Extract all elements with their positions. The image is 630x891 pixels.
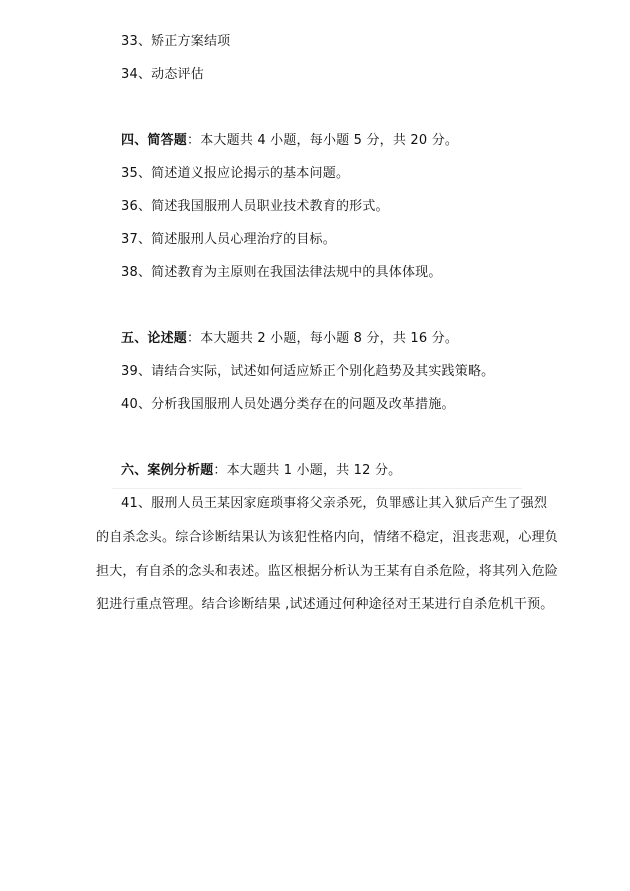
question-35 [121, 165, 349, 183]
question-40 [121, 396, 455, 414]
question-text: 简述服刑人员心理治疗的目标。 [151, 232, 336, 247]
section-description: ：本大题共 4 小题，每小题 5 分，共 20 分。 [187, 133, 459, 148]
question-text: 矫正方案结项 [151, 34, 231, 49]
section-title: 六、案例分析题 [121, 463, 214, 478]
section-heading-essay [121, 330, 458, 348]
section-title: 五、论述题 [121, 331, 188, 346]
section-title: 四、简答题 [121, 133, 188, 148]
question-39 [121, 363, 494, 381]
case-line: 担大，有自杀的念头和表述。监区根据分析认为王某有自杀危险，将其列入危险 [96, 564, 559, 579]
question-number: 36、 [121, 199, 152, 214]
question-34 [121, 66, 204, 84]
question-text: 分析我国服刑人员处遇分类存在的问题及改革措施。 [151, 397, 455, 412]
question-number: 37、 [121, 232, 152, 247]
question-text: 动态评估 [151, 67, 204, 82]
section-description: ：本大题共 1 小题，共 12 分。 [213, 463, 402, 478]
question-number: 34、 [121, 67, 152, 82]
question-number: 40、 [121, 397, 152, 412]
question-text: 简述我国服刑人员职业技术教育的形式。 [151, 199, 389, 214]
section-heading-case-analysis [121, 462, 401, 480]
question-number: 33、 [121, 34, 152, 49]
question-number: 39、 [121, 364, 152, 379]
question-text: 简述教育为主原则在我国法律法规中的具体体现。 [151, 265, 442, 280]
question-number: 35、 [121, 166, 152, 181]
section-description: ：本大题共 2 小题，每小题 8 分，共 16 分。 [187, 331, 459, 346]
question-38 [121, 264, 442, 282]
question-text: 请结合实际，试述如何适应矫正个别化趋势及其实践策略。 [151, 364, 495, 379]
question-36 [121, 198, 389, 216]
question-number: 38、 [121, 265, 152, 280]
case-line: 的自杀念头。综合诊断结果认为该犯性格内向，情绪不稳定，沮丧悲观，心理负 [96, 530, 559, 545]
question-text: 简述道义报应论揭示的基本问题。 [151, 166, 350, 181]
question-33 [121, 33, 230, 51]
case-line: 41、服刑人员王某因家庭琐事将父亲杀死，负罪感让其入狱后产生了强烈 [121, 496, 548, 511]
case-line: 犯进行重点管理。结合诊断结果 ,试述通过何种途径对王某进行自杀危机干预。 [96, 597, 554, 612]
section-heading-short-answer [121, 132, 458, 150]
divider [112, 488, 522, 489]
question-37 [121, 231, 336, 249]
